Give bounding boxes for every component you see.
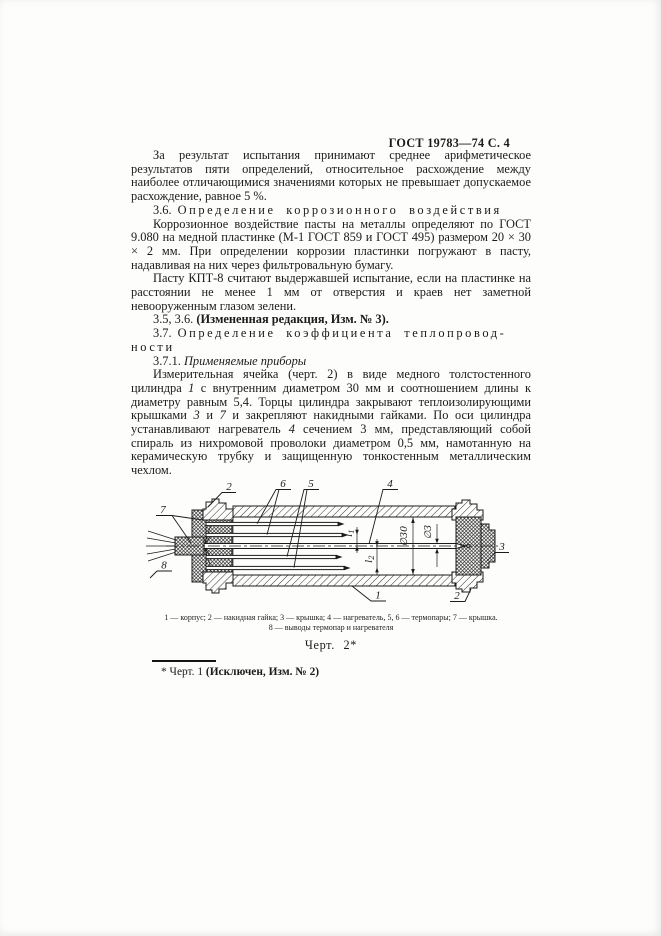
paragraph-corrosion: Коррозионное воздействие пасты на металлы определяют по ГОСТ 9.080 на медной пластинке (М-1 ГОСТ 859 и ГОСТ 495) размером 20 × 30 × 2 мм. При определении коррозии пластинки погружают в пасту, надавливая на них через фильтровальную бумагу.: [131, 216, 531, 272]
part-ref-italic: 1: [188, 380, 195, 395]
section-title: Определение коррозионного воздействия: [177, 202, 502, 217]
dimension-label-l2: $l_2$: [364, 555, 376, 563]
figure-caption-line2: 8 — выводы термопар и нагревателя: [268, 622, 394, 632]
footnote-divider: [152, 660, 216, 662]
part-label-4: 4: [387, 478, 393, 490]
paragraph-3-7-1: [131, 355, 531, 369]
body-text: [131, 149, 531, 478]
part-label-2-bottom: 2: [454, 590, 460, 602]
paragraph-results: За результат испытания принимают среднее арифметическое результатов пяти определений, относительное расхождение между наиболее отличающимися значениями которых не превышает допускаемое расхождение, равное 5 %.: [131, 148, 531, 204]
part-label-1: 1: [375, 589, 381, 602]
revision-note-bold: (Измененная редакция, Изм. № 3).: [196, 312, 389, 327]
figure-caption-line1: 1 — корпус; 2 — накидная гайка; 3 — крышка; 4 — нагреватель, 5, 6 — термопары; 7 — крышка.: [164, 613, 498, 622]
page-header: ГОСТ 19783—74 С. 4: [388, 136, 510, 150]
part-label-3: 3: [499, 541, 505, 553]
part-ref-italic: 7: [219, 408, 226, 423]
text-run: сечением 3 мм, представляющий собой спираль из нихромовой проволоки диаметром 0,5 мм, намотанную на керамическую трубку и защищенную тонкостенным металлическим чехлом.: [131, 422, 531, 478]
paragraph-revision-note: [131, 313, 531, 327]
part-label-5: 5: [308, 478, 314, 490]
revision-items: 3.5, 3.6.: [153, 312, 197, 327]
text-run: и: [199, 408, 220, 423]
part-label-2-top: 2: [226, 481, 232, 493]
section-number: 3.6.: [153, 202, 172, 217]
paragraph-kpt8: Пасту КПТ-8 считают выдержавшей испытание, если на пластинке на расстоянии не менее 1 мм от отверстия и краев нет заметной невооруженным глазом зелени.: [131, 271, 531, 313]
figure-number: Черт. 2*: [304, 638, 358, 652]
section-heading-3-7: [131, 327, 531, 354]
dimension-label-d3: ∅3: [423, 524, 434, 540]
text-run: и закрепляют накидными гайками. По оси цилиндра устанавливают нагреватель: [131, 408, 532, 437]
figure-caption: [131, 613, 531, 632]
dimension-l1: [344, 527, 359, 553]
text-run: с внутренним диаметром 30 мм и соотношением длины к диаметру равным 5,4. Торцы цилиндра закрывают теплоизолирующими крышками: [131, 380, 531, 423]
clause-title-italic: Применяемые приборы: [183, 353, 307, 368]
part-ref-italic: 4: [288, 422, 295, 437]
dimension-label-d30: ∅30: [399, 525, 410, 547]
part-label-8: 8: [161, 559, 167, 572]
measuring-cell-drawing: [140, 453, 520, 613]
section-title-line1: Определение коэффициента теплопровод-: [177, 326, 507, 341]
section-title-line2: ности: [131, 339, 175, 354]
footnote-marker: * Черт. 1: [161, 666, 206, 678]
part-label-6: 6: [280, 478, 286, 490]
dimension-label-l1: $l_1$: [344, 529, 356, 537]
part-ref-italic: 3: [193, 408, 200, 423]
footnote-bold: (Исключен, Изм. № 2): [205, 666, 320, 678]
clause-number: 3.7.1.: [153, 353, 184, 368]
footnote-text: [131, 666, 531, 678]
text-run: Измерительная ячейка (черт. 2) в виде медного толстостенного цилиндра: [131, 367, 531, 395]
part-label-7: 7: [160, 504, 166, 516]
section-number: 3.7.: [153, 326, 172, 341]
section-heading-3-6: [131, 204, 531, 218]
heater-rod: [166, 544, 498, 549]
